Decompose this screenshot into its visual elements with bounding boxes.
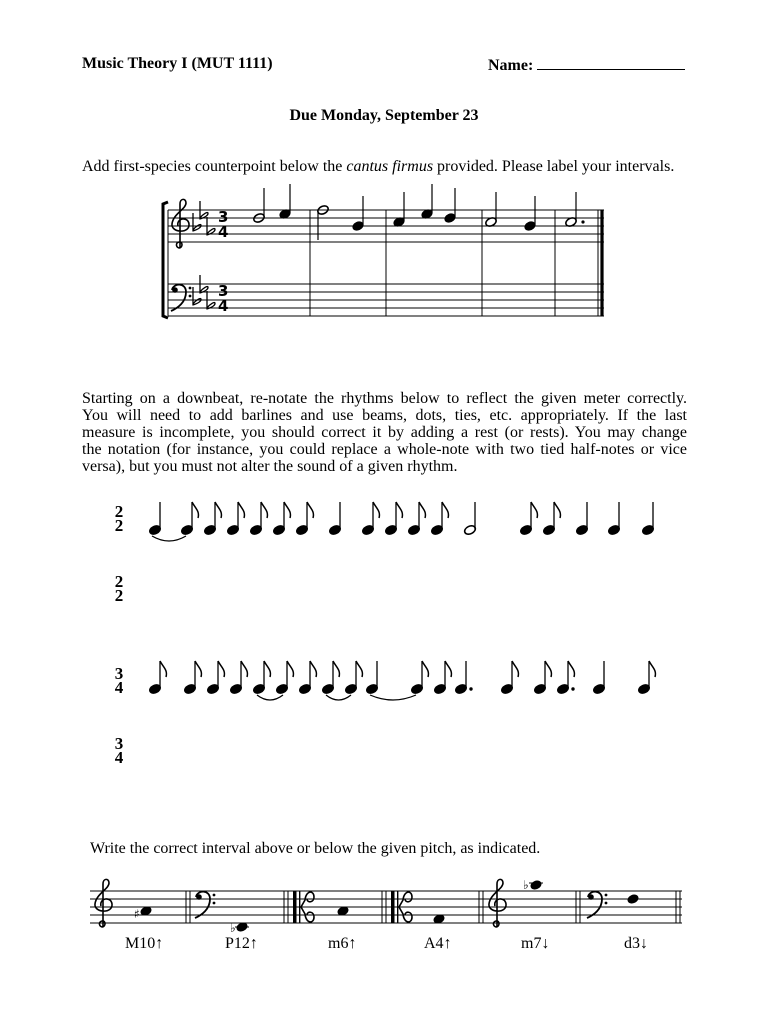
brace	[163, 202, 168, 318]
rhythm-note	[433, 661, 451, 695]
time-signature-3-4: 3 4	[114, 664, 124, 697]
rhythm-line-1	[148, 502, 654, 541]
rhythm-note	[321, 661, 339, 695]
rhythm-note	[365, 661, 378, 695]
svg-text:3: 3	[218, 208, 229, 226]
time-signature-2-2-blank: 2 2	[114, 572, 124, 605]
treble-clef-icon	[489, 879, 506, 927]
interval-label: m7↓	[521, 935, 550, 952]
rhythm-note	[298, 661, 316, 695]
treble-clef-icon	[172, 199, 189, 248]
rhythm-note	[637, 661, 655, 695]
due-date: Due Monday, September 23	[289, 107, 479, 124]
rhythm-note	[226, 502, 244, 536]
rhythm-note	[361, 502, 379, 536]
bass-clef-icon	[587, 892, 607, 918]
rhythm-note	[410, 661, 428, 695]
renotate-instruction: Starting on a downbeat, re-notate the rhythms below to reflect the given meter correctly. You will need to add barlines and use beams, dots, ties, etc. appropriately. If the last measure is incomplete, you should correct it by adding a rest (or rests). You may change the notation (for instance, you could replace a whole-note with two tied half-notes or vice versa), but you must not alter the sound of a given rhythm.	[82, 390, 687, 475]
course-title: Music Theory I (MUT 1111)	[82, 55, 273, 72]
rhythm-note	[183, 661, 201, 695]
svg-text:♯: ♯	[134, 907, 140, 921]
rhythm-note	[454, 661, 472, 695]
bass-clef-icon	[195, 892, 215, 918]
rhythm-note	[148, 502, 161, 536]
rhythm-note	[430, 502, 448, 536]
rhythm-note	[463, 502, 476, 536]
time-signature-3-4-blank: 3 4	[114, 734, 124, 767]
rhythm-note	[252, 661, 270, 695]
cantus-firmus-term: cantus firmus	[346, 158, 434, 175]
rhythm-note	[272, 502, 290, 536]
name-label: Name:	[488, 57, 534, 74]
svg-text:4: 4	[218, 297, 229, 315]
tie	[326, 695, 351, 700]
interval-label: A4↑	[424, 935, 452, 952]
tie	[257, 695, 283, 700]
time-signature-2-2: 2 2	[114, 502, 124, 535]
given-pitches	[134, 878, 639, 935]
rhythm-note	[607, 502, 620, 536]
tie	[152, 536, 186, 541]
time-signature-bass	[218, 282, 228, 315]
tie	[370, 695, 416, 700]
interval-staff	[90, 878, 682, 935]
interval-label: m6↑	[328, 935, 357, 952]
rhythm-note	[519, 502, 537, 536]
rhythm-note	[384, 502, 402, 536]
svg-text:3: 3	[218, 282, 229, 300]
rhythm-note	[180, 502, 198, 536]
rhythm-note	[229, 661, 247, 695]
svg-text:4: 4	[218, 223, 229, 241]
rhythm-line-3	[148, 661, 655, 700]
rhythm-note	[641, 502, 654, 536]
rhythm-note	[203, 502, 221, 536]
rhythm-note	[249, 502, 267, 536]
bass-clef-icon	[171, 285, 191, 311]
rhythm-note	[206, 661, 224, 695]
rhythm-note	[556, 661, 574, 695]
time-signature-treble	[218, 208, 228, 241]
interval-label: P12↑	[225, 935, 258, 952]
rhythm-note	[328, 502, 341, 536]
rhythm-note	[295, 502, 313, 536]
rhythm-note	[275, 661, 293, 695]
cantus-firmus-notes	[253, 184, 585, 240]
treble-clef-icon	[95, 879, 112, 927]
interval-label: M10↑	[125, 935, 164, 952]
svg-text:♭: ♭	[523, 878, 529, 892]
interval-label: d3↓	[624, 935, 648, 952]
rhythm-note	[592, 661, 605, 695]
rhythm-note	[148, 661, 166, 695]
interval-instruction: Write the correct interval above or below the given pitch, as indicated.	[90, 840, 541, 857]
svg-text:♭: ♭	[230, 921, 236, 935]
rhythm-note	[500, 661, 518, 695]
rhythm-note	[407, 502, 425, 536]
rhythm-note	[575, 502, 588, 536]
counterpoint-instruction: Add first-species counterpoint below the cantus firmus provided. Please label your intervals.	[82, 158, 675, 175]
rhythm-note	[533, 661, 551, 695]
rhythm-note	[542, 502, 560, 536]
rhythm-note	[344, 661, 362, 695]
